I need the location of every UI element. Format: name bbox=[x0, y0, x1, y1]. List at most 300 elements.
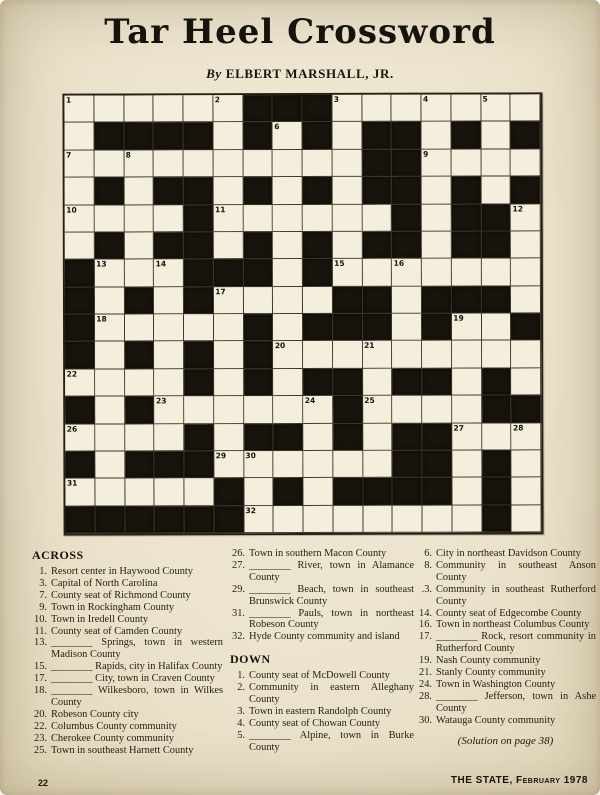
clue-item bbox=[228, 730, 414, 754]
grid-cell[interactable] bbox=[481, 177, 511, 204]
grid-cell[interactable] bbox=[363, 451, 393, 478]
grid-cell[interactable] bbox=[362, 204, 392, 231]
grid-cell[interactable] bbox=[422, 396, 452, 423]
clue-number: .3. bbox=[421, 583, 432, 595]
grid-cell[interactable] bbox=[303, 451, 333, 478]
grid-cell[interactable] bbox=[481, 313, 511, 340]
black-cell bbox=[65, 397, 95, 424]
clue-text: Stanly County community bbox=[436, 667, 546, 679]
across-header: ACROSS bbox=[32, 548, 84, 562]
black-cell bbox=[511, 177, 541, 204]
grid-cell[interactable] bbox=[214, 232, 244, 259]
black-cell bbox=[303, 369, 333, 396]
grid-cell[interactable] bbox=[95, 287, 125, 314]
black-cell bbox=[481, 204, 511, 231]
clue-text: ________ City, town in Craven County bbox=[51, 673, 215, 685]
clue-item bbox=[30, 578, 223, 590]
grid-cell[interactable] bbox=[363, 396, 393, 423]
grid-cell[interactable] bbox=[333, 451, 363, 478]
grid-cell[interactable] bbox=[511, 204, 541, 231]
grid-cell[interactable] bbox=[392, 341, 422, 368]
black-cell bbox=[154, 232, 184, 259]
grid-cell[interactable] bbox=[303, 423, 333, 450]
clue-text: ________ Rock, resort community in Rutherford County bbox=[436, 631, 596, 655]
grid-cell[interactable] bbox=[273, 232, 303, 259]
crossword-grid[interactable] bbox=[62, 92, 543, 535]
grid-cell[interactable] bbox=[155, 479, 185, 506]
grid-cell[interactable] bbox=[214, 396, 244, 423]
clue-text: Cherokee County community bbox=[51, 732, 174, 744]
clue-text: Community in southeast Rutherford County bbox=[436, 583, 596, 607]
clue-item bbox=[228, 631, 414, 643]
black-cell bbox=[184, 451, 214, 478]
black-cell bbox=[393, 451, 423, 478]
clue-item bbox=[30, 661, 223, 673]
grid-cell[interactable] bbox=[422, 341, 452, 368]
grid-cell[interactable] bbox=[363, 369, 393, 396]
black-cell bbox=[244, 369, 274, 396]
grid-cell[interactable] bbox=[124, 260, 154, 287]
byline-author: ELBERT MARSHALL, JR. bbox=[225, 66, 394, 81]
black-cell bbox=[392, 232, 422, 259]
grid-cell[interactable] bbox=[184, 314, 214, 341]
grid-cell[interactable] bbox=[274, 451, 304, 478]
grid-cell[interactable] bbox=[214, 314, 244, 341]
black-cell bbox=[303, 314, 333, 341]
black-cell bbox=[183, 123, 213, 150]
grid-cell[interactable] bbox=[511, 341, 541, 368]
grid-cell[interactable] bbox=[451, 95, 481, 122]
clue-number: 18. bbox=[34, 685, 47, 697]
grid-cell[interactable] bbox=[125, 479, 155, 506]
grid-cell[interactable] bbox=[422, 259, 452, 286]
grid-cell[interactable] bbox=[392, 286, 422, 313]
grid-cell[interactable] bbox=[332, 204, 362, 231]
grid-cell[interactable] bbox=[154, 369, 184, 396]
clue-text: Town in southeast Harnett County bbox=[51, 744, 194, 756]
black-cell bbox=[94, 178, 124, 205]
grid-cell[interactable] bbox=[65, 178, 95, 205]
black-cell bbox=[125, 342, 155, 369]
grid-cell[interactable] bbox=[95, 314, 125, 341]
black-cell bbox=[422, 368, 452, 395]
black-cell bbox=[422, 450, 452, 477]
grid-cell[interactable] bbox=[154, 287, 184, 314]
clue-item bbox=[30, 685, 223, 709]
grid-cell[interactable] bbox=[482, 341, 512, 368]
grid-cell[interactable] bbox=[213, 205, 243, 232]
grid-cell[interactable] bbox=[64, 123, 94, 150]
clue-text: Hyde County community and island bbox=[249, 631, 400, 643]
grid-cell[interactable] bbox=[244, 478, 274, 505]
black-cell bbox=[65, 287, 95, 314]
cell-number: 20 bbox=[274, 341, 286, 351]
grid-cell[interactable] bbox=[481, 259, 511, 286]
grid-cell[interactable] bbox=[214, 424, 244, 451]
grid-cell[interactable] bbox=[332, 150, 362, 177]
black-cell bbox=[422, 478, 452, 505]
black-cell bbox=[511, 122, 541, 149]
cell-number: 5 bbox=[482, 94, 488, 104]
clue-item bbox=[30, 709, 223, 721]
grid-cell[interactable] bbox=[94, 95, 124, 122]
grid-cell[interactable] bbox=[332, 177, 362, 204]
magazine-footer: THE STATE, February 1978 bbox=[450, 775, 588, 786]
black-cell bbox=[66, 506, 96, 533]
clue-text: Town in eastern Randolph County bbox=[249, 705, 392, 717]
clue-number: 27. bbox=[232, 559, 245, 571]
grid-cell[interactable] bbox=[423, 505, 453, 532]
clue-text: Robeson County city bbox=[51, 708, 139, 720]
grid-cell[interactable] bbox=[154, 314, 184, 341]
black-cell bbox=[303, 177, 333, 204]
grid-cell[interactable] bbox=[154, 260, 184, 287]
cell-number: 9 bbox=[423, 149, 429, 159]
grid-cell[interactable] bbox=[124, 178, 154, 205]
grid-cell[interactable] bbox=[213, 95, 243, 122]
clue-item bbox=[228, 608, 414, 632]
clue-item bbox=[415, 584, 596, 608]
black-cell bbox=[333, 314, 363, 341]
black-cell bbox=[274, 478, 304, 505]
grid-cell[interactable] bbox=[303, 150, 333, 177]
grid-cell[interactable] bbox=[362, 259, 392, 286]
clue-number: 5. bbox=[237, 729, 245, 741]
grid-cell[interactable] bbox=[303, 341, 333, 368]
black-cell bbox=[273, 95, 303, 122]
grid-cell[interactable] bbox=[512, 478, 542, 505]
grid-cell[interactable] bbox=[481, 122, 511, 149]
black-cell bbox=[244, 424, 274, 451]
black-cell bbox=[214, 259, 244, 286]
black-cell bbox=[333, 369, 363, 396]
clues-column-middle bbox=[228, 548, 414, 754]
black-cell bbox=[511, 396, 541, 423]
clue-text: Town in Washington County bbox=[436, 678, 556, 690]
clue-item bbox=[30, 626, 223, 638]
grid-cell[interactable] bbox=[363, 341, 393, 368]
grid-cell[interactable] bbox=[303, 478, 333, 505]
grid-cell[interactable] bbox=[184, 478, 214, 505]
black-cell bbox=[244, 341, 274, 368]
grid-cell[interactable] bbox=[273, 259, 303, 286]
black-cell bbox=[392, 149, 422, 176]
grid-cell[interactable] bbox=[124, 205, 154, 232]
grid-cell[interactable] bbox=[422, 231, 452, 258]
clue-item bbox=[415, 631, 596, 655]
grid-cell[interactable] bbox=[512, 450, 542, 477]
clues-column-left bbox=[30, 548, 223, 757]
clue-item bbox=[415, 679, 596, 691]
clue-number: 21. bbox=[419, 667, 432, 679]
cell-number: 22 bbox=[66, 369, 78, 379]
black-cell bbox=[125, 451, 155, 478]
black-cell bbox=[184, 424, 214, 451]
black-cell bbox=[422, 314, 452, 341]
grid-cell[interactable] bbox=[214, 287, 244, 314]
grid-cell[interactable] bbox=[65, 150, 95, 177]
black-cell bbox=[362, 122, 392, 149]
grid-cell[interactable] bbox=[333, 232, 363, 259]
grid-cell[interactable] bbox=[184, 150, 214, 177]
grid-cell[interactable] bbox=[125, 314, 155, 341]
grid-cell[interactable] bbox=[452, 505, 482, 532]
clue-text: ________ Wilkesboro, town in Wilkes County bbox=[51, 685, 223, 708]
black-cell bbox=[482, 505, 512, 532]
grid-cell[interactable] bbox=[183, 95, 213, 122]
grid-cell[interactable] bbox=[392, 314, 422, 341]
grid-cell[interactable] bbox=[214, 342, 244, 369]
clue-number: 1. bbox=[39, 566, 47, 577]
grid-cell[interactable] bbox=[393, 505, 423, 532]
grid-cell[interactable] bbox=[362, 95, 392, 122]
grid-cell[interactable] bbox=[333, 341, 363, 368]
grid-cell[interactable] bbox=[95, 342, 125, 369]
grid-cell[interactable] bbox=[214, 369, 244, 396]
black-cell bbox=[362, 177, 392, 204]
down-header: DOWN bbox=[230, 652, 271, 667]
clue-number: 4. bbox=[237, 717, 245, 729]
grid-cell[interactable] bbox=[274, 506, 304, 533]
grid-cell[interactable] bbox=[422, 149, 452, 176]
black-cell bbox=[154, 123, 184, 150]
black-cell bbox=[333, 423, 363, 450]
clue-item bbox=[30, 673, 223, 685]
grid-cell[interactable] bbox=[273, 150, 303, 177]
black-cell bbox=[243, 259, 273, 286]
black-cell bbox=[482, 478, 512, 505]
grid-cell[interactable] bbox=[392, 396, 422, 423]
cell-number: 16 bbox=[393, 258, 405, 269]
grid-cell[interactable] bbox=[273, 177, 303, 204]
grid-cell[interactable] bbox=[95, 369, 125, 396]
black-cell bbox=[125, 397, 155, 424]
grid-cell[interactable] bbox=[154, 150, 184, 177]
grid-cell[interactable] bbox=[303, 396, 333, 423]
clue-item bbox=[415, 608, 596, 620]
grid-cell[interactable] bbox=[511, 149, 541, 176]
clue-number: 7. bbox=[39, 589, 47, 601]
black-cell bbox=[243, 122, 273, 149]
clue-number: 31. bbox=[232, 607, 245, 619]
grid-cell[interactable] bbox=[65, 479, 95, 506]
grid-cell[interactable] bbox=[244, 396, 274, 423]
grid-cell[interactable] bbox=[422, 177, 452, 204]
black-cell bbox=[451, 177, 481, 204]
grid-cell[interactable] bbox=[155, 424, 185, 451]
down-clue-list bbox=[228, 670, 414, 753]
grid-cell[interactable] bbox=[512, 505, 542, 532]
page-number: 22 bbox=[38, 778, 49, 788]
grid-cell[interactable] bbox=[95, 479, 125, 506]
clue-number: 2. bbox=[237, 682, 245, 694]
clue-text: Columbus County community bbox=[51, 720, 177, 732]
clue-number: 23. bbox=[34, 732, 47, 744]
clue-text: ________ Alpine, town in Burke County bbox=[249, 729, 414, 753]
grid-cell[interactable] bbox=[422, 204, 452, 231]
cell-number: 12 bbox=[512, 203, 523, 213]
grid-cell[interactable] bbox=[154, 342, 184, 369]
grid-cell[interactable] bbox=[452, 368, 482, 395]
cell-number: 1 bbox=[65, 95, 72, 105]
grid-cell[interactable] bbox=[243, 287, 273, 314]
grid-cell[interactable] bbox=[125, 424, 155, 451]
grid-cell[interactable] bbox=[481, 149, 511, 176]
cell-number: 14 bbox=[155, 259, 167, 269]
grid-cell[interactable] bbox=[304, 506, 334, 533]
grid-cell[interactable] bbox=[512, 423, 542, 450]
grid-cell[interactable] bbox=[273, 341, 303, 368]
grid-cell[interactable] bbox=[154, 396, 184, 423]
black-cell bbox=[303, 259, 333, 286]
black-cell bbox=[362, 286, 392, 313]
grid-cell[interactable] bbox=[303, 287, 333, 314]
black-cell bbox=[363, 478, 393, 505]
clue-item bbox=[415, 667, 596, 679]
grid-cell[interactable] bbox=[65, 424, 95, 451]
solution-note: (Solution on page 38) bbox=[457, 734, 554, 747]
grid-cell[interactable] bbox=[243, 205, 273, 232]
cell-number: 15 bbox=[334, 259, 345, 269]
black-cell bbox=[124, 287, 154, 314]
clue-text: County seat of Edgecombe County bbox=[436, 607, 582, 619]
grid-cell[interactable] bbox=[95, 260, 125, 287]
black-cell bbox=[95, 506, 125, 533]
byline bbox=[0, 66, 600, 82]
grid-cell[interactable] bbox=[452, 341, 482, 368]
clue-item bbox=[30, 637, 223, 661]
grid-cell[interactable] bbox=[273, 369, 303, 396]
clue-text: Town in southern Macon County bbox=[249, 548, 387, 559]
grid-cell[interactable] bbox=[452, 314, 482, 341]
grid-cell[interactable] bbox=[333, 259, 363, 286]
black-cell bbox=[392, 122, 422, 149]
clue-item bbox=[30, 614, 223, 626]
grid-cell[interactable] bbox=[482, 423, 512, 450]
grid-cell[interactable] bbox=[392, 95, 422, 122]
clue-number: 15. bbox=[34, 661, 47, 673]
grid-cell[interactable] bbox=[273, 205, 303, 232]
grid-cell[interactable] bbox=[213, 177, 243, 204]
grid-cell[interactable] bbox=[184, 396, 214, 423]
grid-cell[interactable] bbox=[95, 451, 125, 478]
grid-cell[interactable] bbox=[421, 122, 451, 149]
grid-cell[interactable] bbox=[511, 368, 541, 395]
clue-text: Town in Rockingham County bbox=[51, 601, 175, 613]
clue-item bbox=[30, 590, 223, 602]
clue-item bbox=[415, 715, 596, 727]
cell-number: 2 bbox=[214, 95, 220, 105]
cell-number: 13 bbox=[96, 259, 107, 269]
grid-cell[interactable] bbox=[64, 96, 94, 123]
grid-cell[interactable] bbox=[392, 259, 422, 286]
grid-cell[interactable] bbox=[452, 423, 482, 450]
clue-number: 9. bbox=[39, 601, 47, 613]
clue-text: County seat of McDowell County bbox=[249, 670, 390, 682]
black-cell bbox=[125, 506, 155, 533]
grid-cell[interactable] bbox=[363, 505, 393, 532]
grid-cell[interactable] bbox=[214, 451, 244, 478]
cell-number: 19 bbox=[453, 313, 464, 323]
clue-number: 16. bbox=[419, 619, 432, 631]
black-cell bbox=[482, 396, 512, 423]
black-cell bbox=[155, 506, 185, 533]
grid-cell[interactable] bbox=[94, 205, 124, 232]
grid-cell[interactable] bbox=[511, 231, 541, 258]
black-cell bbox=[184, 177, 214, 204]
grid-cell[interactable] bbox=[273, 122, 303, 149]
clue-number: 17. bbox=[419, 631, 432, 643]
black-cell bbox=[451, 204, 481, 231]
cell-number: 23 bbox=[155, 396, 167, 406]
grid-cell[interactable] bbox=[452, 259, 482, 286]
grid-cell[interactable] bbox=[124, 150, 154, 177]
clue-text: Capital of North Carolina bbox=[51, 577, 158, 589]
cell-number: 25 bbox=[364, 395, 375, 405]
grid-cell[interactable] bbox=[95, 424, 125, 451]
grid-cell[interactable] bbox=[421, 95, 451, 122]
clue-item bbox=[415, 619, 596, 631]
grid-cell[interactable] bbox=[511, 286, 541, 313]
grid-cell[interactable] bbox=[273, 396, 303, 423]
grid-cell[interactable] bbox=[124, 95, 154, 122]
black-cell bbox=[243, 177, 273, 204]
grid-cell[interactable] bbox=[213, 150, 243, 177]
black-cell bbox=[333, 478, 363, 505]
grid-cell[interactable] bbox=[511, 259, 541, 286]
clue-text: ________ Springs, town in western Madison County bbox=[51, 637, 223, 661]
grid-cell[interactable] bbox=[244, 506, 274, 533]
grid-cell[interactable] bbox=[273, 287, 303, 314]
clue-item bbox=[415, 655, 596, 667]
clue-text: ________ Jefferson, town in Ashe County bbox=[436, 690, 596, 714]
grid-cell[interactable] bbox=[154, 205, 184, 232]
grid-cell[interactable] bbox=[95, 397, 125, 424]
grid-cell[interactable] bbox=[244, 451, 274, 478]
cell-number: 29 bbox=[215, 451, 227, 461]
black-cell bbox=[184, 259, 214, 286]
grid-cell[interactable] bbox=[125, 369, 155, 396]
black-cell bbox=[65, 451, 95, 478]
black-cell bbox=[274, 423, 304, 450]
grid-cell[interactable] bbox=[124, 232, 154, 259]
grid-cell[interactable] bbox=[452, 396, 482, 423]
clue-item bbox=[228, 548, 414, 560]
grid-cell[interactable] bbox=[332, 122, 362, 149]
cell-number: 26 bbox=[66, 424, 78, 434]
black-cell bbox=[393, 478, 423, 505]
grid-cell[interactable] bbox=[303, 204, 333, 231]
grid-cell[interactable] bbox=[65, 232, 95, 259]
grid-cell[interactable] bbox=[452, 478, 482, 505]
grid-cell[interactable] bbox=[273, 314, 303, 341]
grid-cell[interactable] bbox=[511, 94, 541, 121]
grid-cell[interactable] bbox=[65, 205, 95, 232]
grid-cell[interactable] bbox=[333, 505, 363, 532]
grid-cell[interactable] bbox=[332, 95, 362, 122]
grid-cell[interactable] bbox=[363, 423, 393, 450]
grid-cell[interactable] bbox=[243, 150, 273, 177]
grid-cell[interactable] bbox=[65, 369, 95, 396]
grid-cell[interactable] bbox=[213, 123, 243, 150]
grid-cell[interactable] bbox=[451, 149, 481, 176]
grid-cell[interactable] bbox=[94, 150, 124, 177]
black-cell bbox=[154, 177, 184, 204]
grid-cell[interactable] bbox=[481, 94, 511, 121]
grid-cell[interactable] bbox=[154, 95, 184, 122]
black-cell bbox=[392, 177, 422, 204]
grid-cell[interactable] bbox=[452, 450, 482, 477]
